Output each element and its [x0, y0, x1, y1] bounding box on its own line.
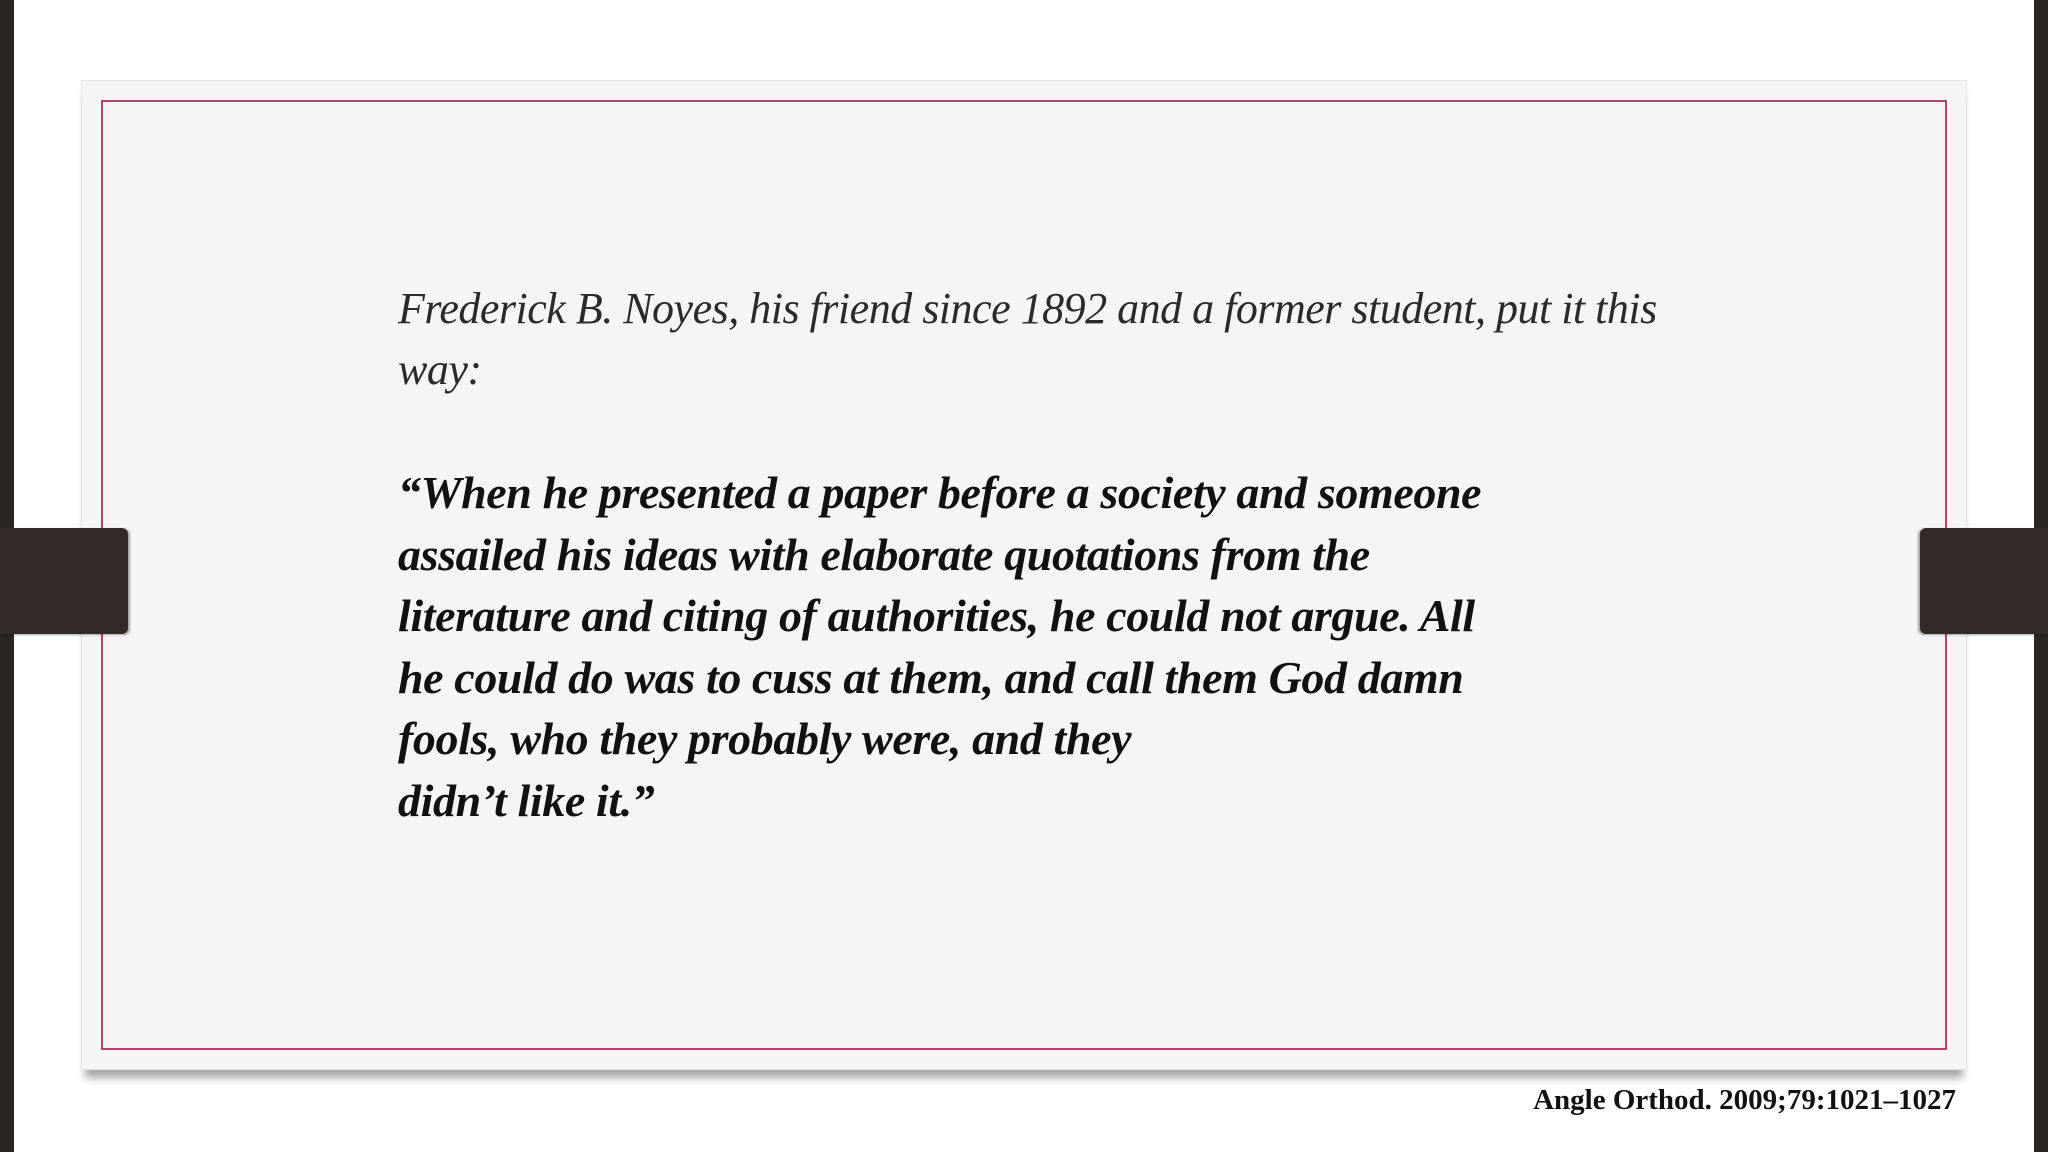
intro-text: [398, 278, 1698, 400]
left-clip: [0, 528, 128, 634]
intro-line: Frederick B. Noyes, his friend since 1892 and a former student, put it this: [398, 284, 1657, 333]
quote-line: he could do was to cuss at them, and call them God damn: [398, 651, 1464, 703]
quote-line: “When he presented a paper before a society and someone: [398, 467, 1482, 518]
quote-line: assailed his ideas with elaborate quotations from the: [398, 528, 1370, 580]
intro-line: way:: [398, 345, 482, 394]
quote-line: fools, who they probably were, and they: [398, 713, 1132, 764]
quote-line: literature and citing of authorities, he could not argue. All: [398, 590, 1475, 641]
citation-text: Angle Orthod. 2009;79:1021–1027: [1533, 1084, 1956, 1116]
quote-block: [398, 462, 1698, 831]
right-clip: [1920, 528, 2048, 634]
quote-line: didn’t like it.”: [398, 774, 655, 826]
